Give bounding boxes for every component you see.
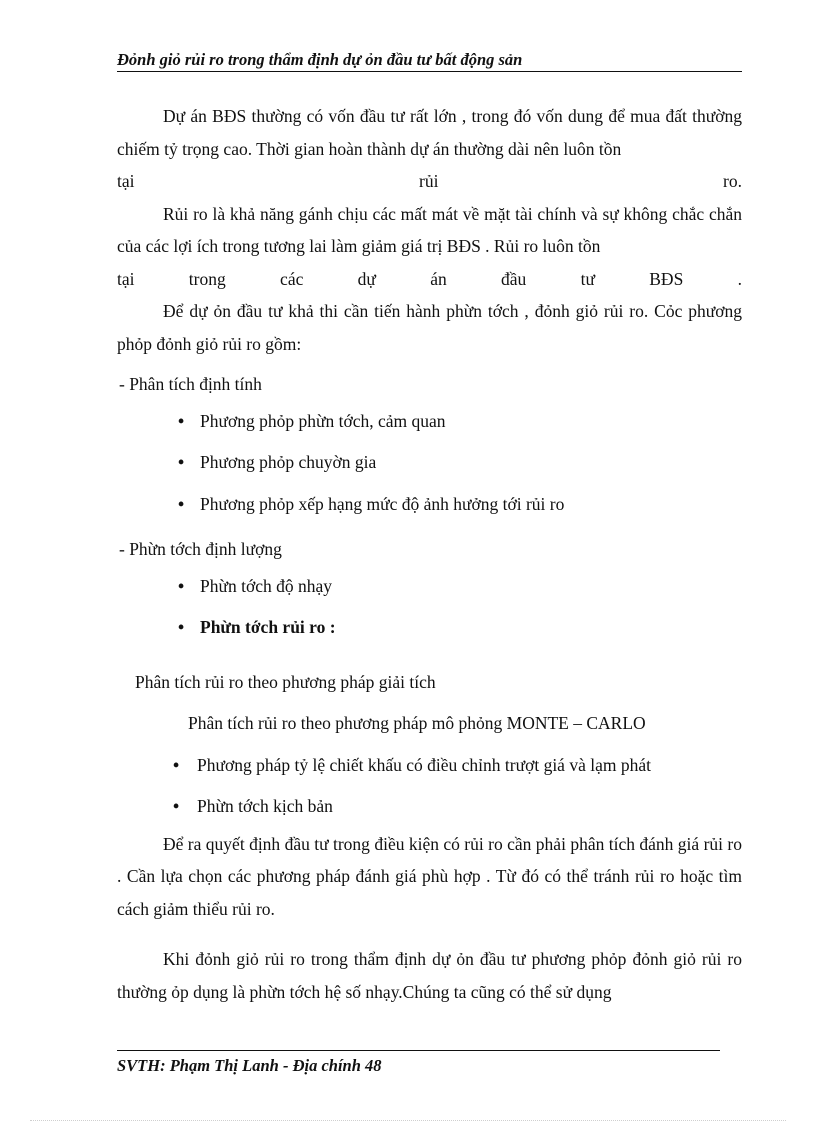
document-body: [117, 100, 742, 1008]
paragraph-1-last-line: tại rủi ro.: [117, 171, 742, 191]
page-footer: SVTH: Phạm Thị Lanh - Địa chính 48: [117, 1056, 382, 1075]
qualitative-list: [117, 401, 742, 526]
bullet-icon: •: [173, 796, 180, 816]
bullet-icon: •: [178, 410, 185, 431]
paragraph-3: Để dự ỏn đầu tư khả thi cần tiến hành phừn tớch , đỏnh giỏ rủi ro. Cỏc phương phỏp đỏnh giỏ rủi ro gồm:: [117, 301, 742, 354]
list-item-text: Phương phỏp xếp hạng mức độ ảnh hưởng tới rủi ro: [200, 493, 565, 514]
page-bottom-edge: [30, 1120, 786, 1121]
list-item-text: Phương phỏp phừn tớch, cảm quan: [200, 410, 446, 431]
other-methods-list: [117, 745, 742, 828]
list-item-text: Phừn tớch kịch bản: [197, 796, 333, 816]
bullet-icon: •: [178, 452, 185, 472]
list-item: [117, 786, 742, 828]
paragraph-4: Để ra quyết định đầu tư trong điều kiện có rủi ro cần phải phân tích đánh giá rủi ro . Cần lựa chọn các phương pháp đánh giá phù hợp . Từ đó có thể tránh rủi ro hoặc tìm cách giảm thiểu rủi ro.: [117, 833, 742, 919]
list-item-text: Phừn tớch độ nhạy: [200, 575, 332, 596]
list-item-text: Phương pháp tỷ lệ chiết khấu có điều chỉnh trượt giá và lạm phát: [197, 754, 651, 775]
list-item: [117, 442, 742, 484]
list-item: [117, 745, 742, 787]
list-item: [117, 484, 742, 526]
qualitative-heading: - Phân tích định tính: [119, 374, 262, 394]
header-divider: [117, 71, 742, 72]
bullet-icon: •: [173, 754, 180, 775]
list-item: [117, 566, 742, 608]
paragraph-1: Dự án BĐS thường có vốn đầu tư rất lớn , trong đó vốn dung để mua đất thường chiếm tỷ trọng cao. Thời gian hoàn thành dự án thường dài nên luôn tồn: [117, 106, 742, 159]
quantitative-heading: - Phừn tớch định lượng: [119, 539, 282, 559]
paragraph-5: Khi đỏnh giỏ rủi ro trong thẩm định dự ỏn đầu tư phương phỏp đỏnh giỏ rủi ro thường ỏp dụng là phừn tớch hệ số nhạy.Chúng ta cũng có thể sử dụng: [117, 949, 742, 1002]
list-item: [117, 607, 742, 649]
quantitative-list: [117, 566, 742, 649]
bullet-icon: •: [178, 617, 185, 637]
footer-divider: [117, 1050, 720, 1051]
list-item-text: Phừn tớch rủi ro :: [200, 617, 336, 637]
paragraph-2-last-line: tại trong các dự án đầu tư BĐS .: [117, 268, 742, 289]
monte-carlo-method: Phân tích rủi ro theo phương pháp mô phỏng MONTE – CARLO: [188, 712, 646, 733]
page-header: Đỏnh giỏ rủi ro trong thẩm định dự ỏn đầu tư bất động sản: [117, 50, 523, 69]
analytic-method: Phân tích rủi ro theo phương pháp giải tích: [135, 671, 436, 692]
list-item-text: Phương phỏp chuyờn gia: [200, 452, 377, 472]
bullet-icon: •: [178, 575, 185, 596]
bullet-icon: •: [178, 493, 185, 514]
list-item: [117, 401, 742, 443]
paragraph-2: Rủi ro là khả năng gánh chịu các mất mát về mặt tài chính và sự không chắc chắn của các lợi ích trong tương lai làm giảm giá trị BĐS . Rủi ro luôn tồn: [117, 203, 742, 256]
